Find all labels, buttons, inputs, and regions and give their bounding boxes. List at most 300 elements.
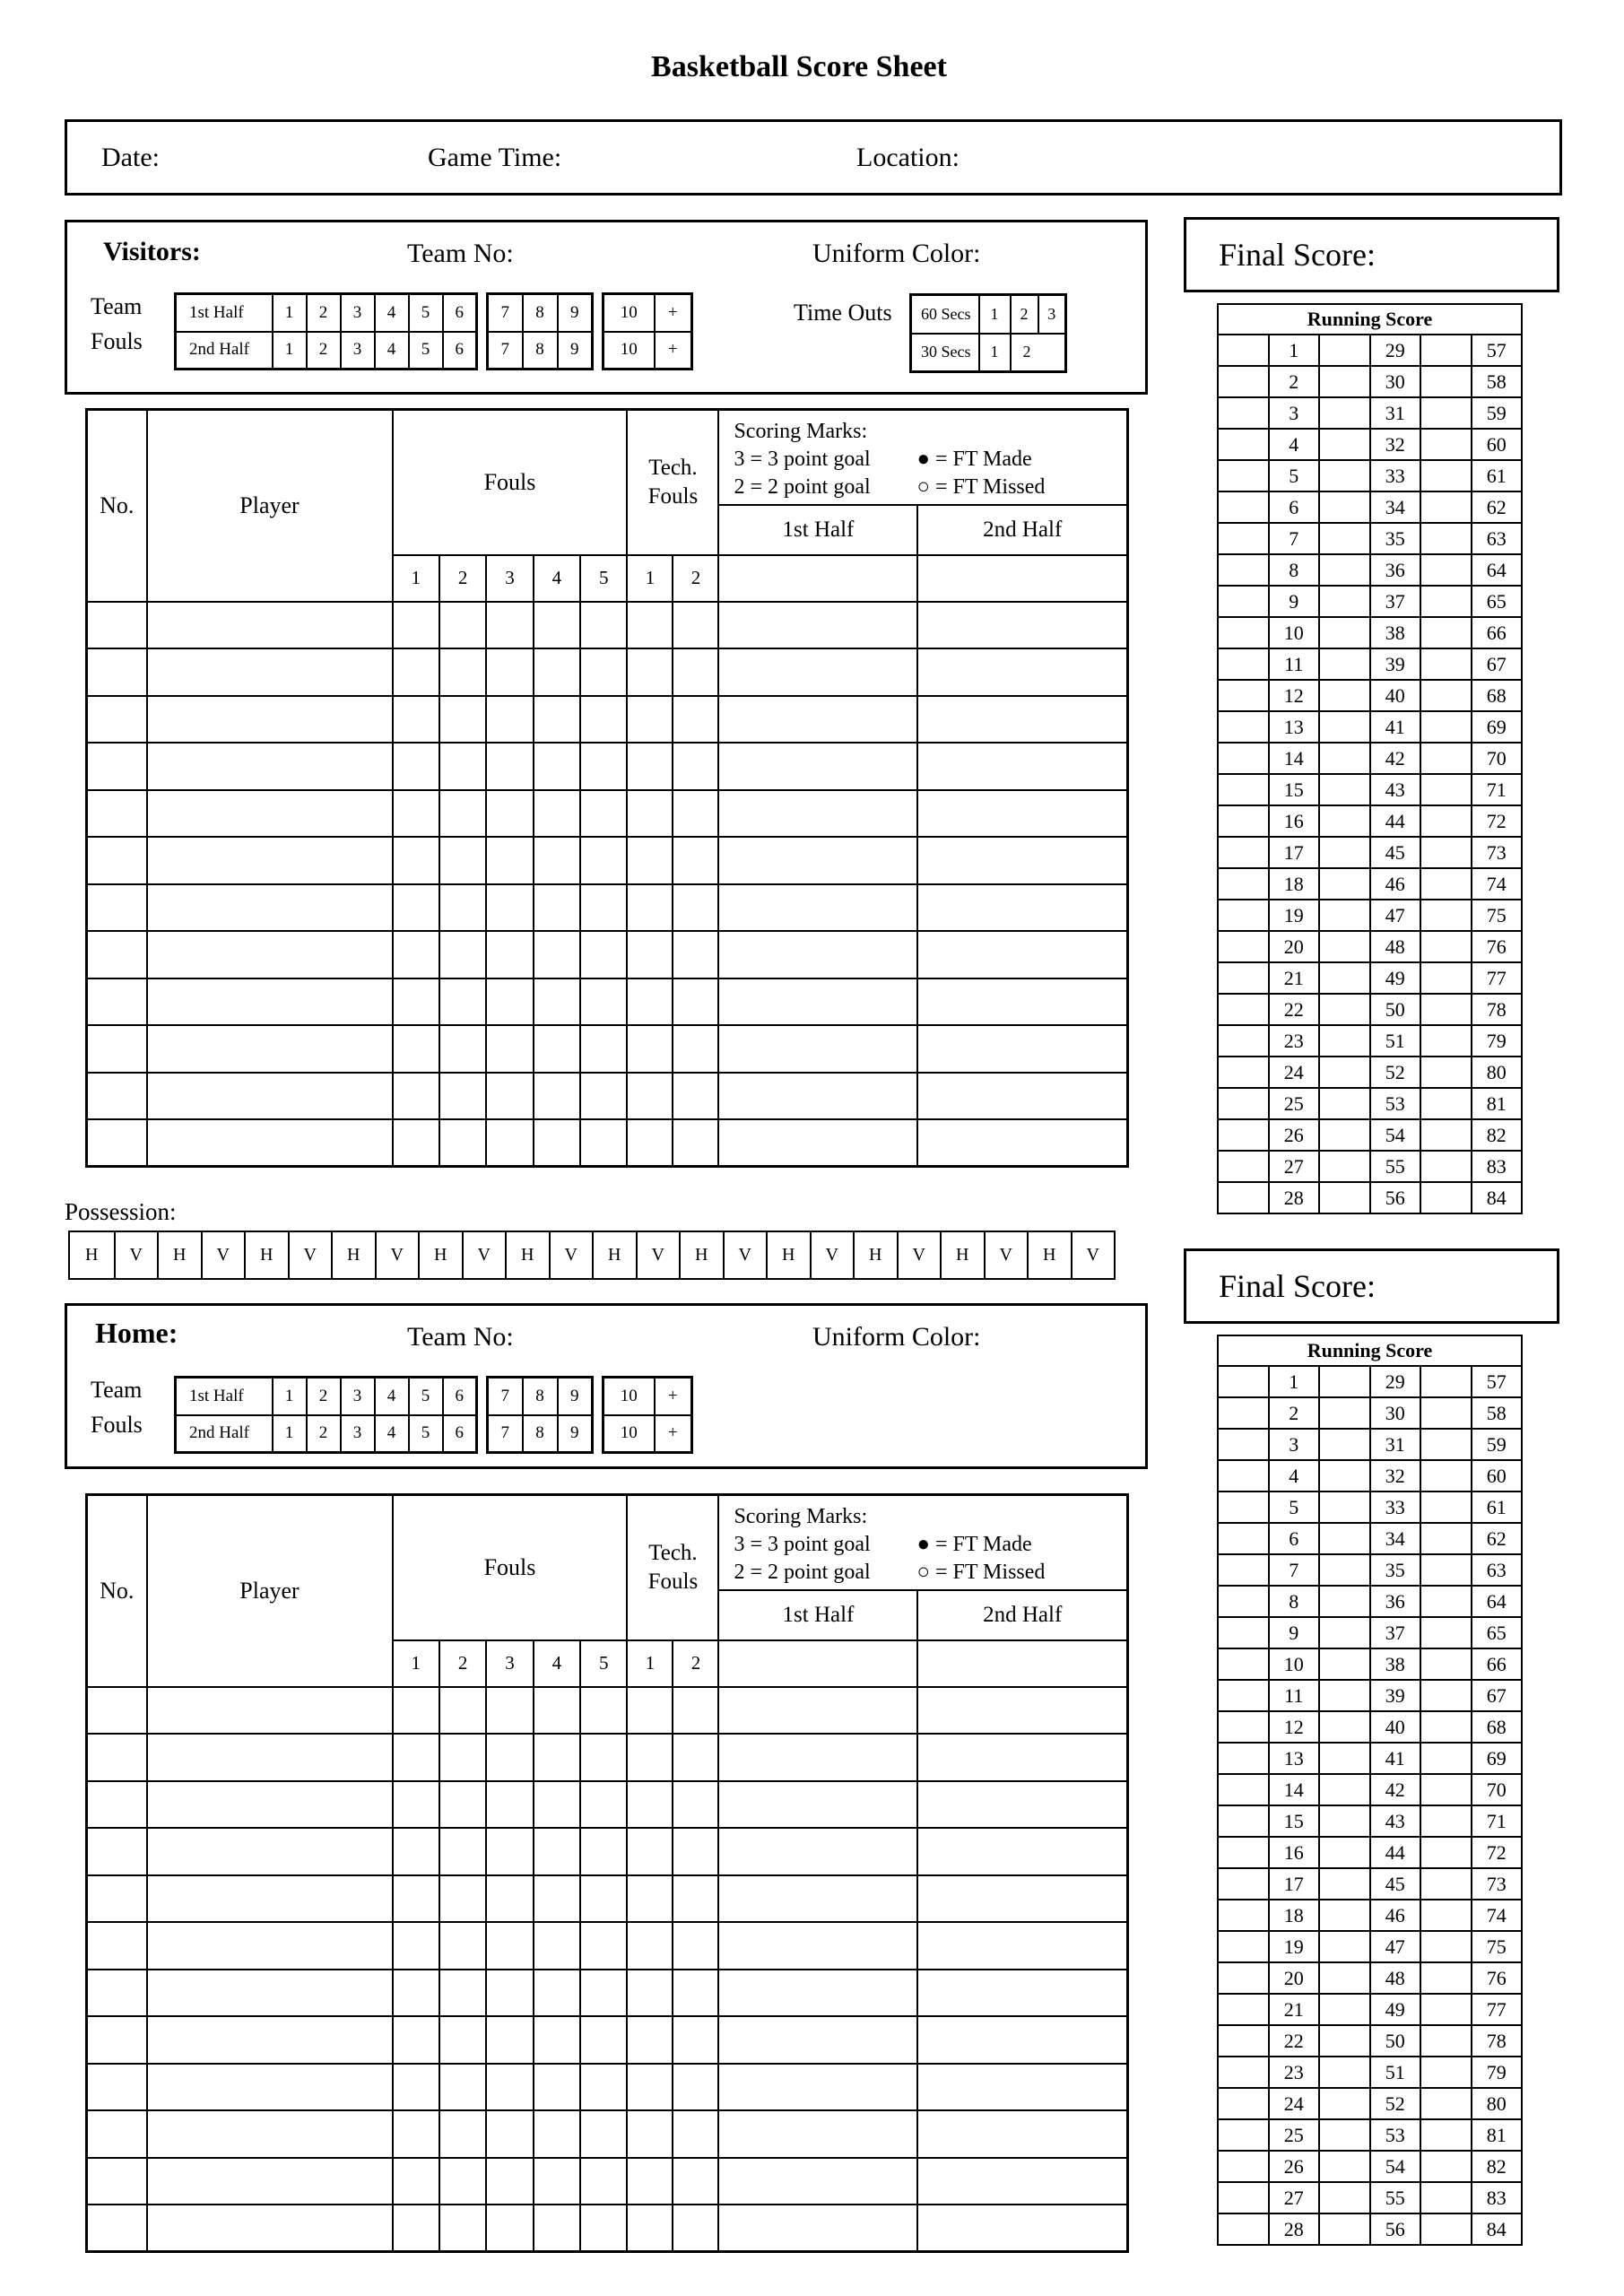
tech-fouls-header-line: Fouls xyxy=(647,1569,699,1594)
foul-cell xyxy=(580,602,627,649)
running-score-row xyxy=(1218,429,1522,460)
location-label: Location: xyxy=(856,142,960,172)
running-score-number-cell: 6 xyxy=(1269,1523,1320,1554)
foul-cell xyxy=(486,696,533,744)
player-name-cell xyxy=(147,1970,393,2017)
running-score-number-cell: 35 xyxy=(1370,523,1421,554)
running-score-mark-cell xyxy=(1218,962,1269,994)
player-no-cell xyxy=(87,978,147,1026)
foul-cell xyxy=(439,1781,486,1829)
foul-cell xyxy=(393,1025,439,1073)
running-score-mark-cell xyxy=(1420,1088,1472,1119)
running-score-mark-cell xyxy=(1420,1182,1472,1213)
running-score-mark-cell xyxy=(1319,1429,1370,1460)
running-score-mark-cell xyxy=(1319,2213,1370,2245)
tech-foul-cell xyxy=(627,696,673,744)
foul-cell xyxy=(486,931,533,978)
second-half-score-cell xyxy=(917,2064,1127,2111)
possession-cell: V xyxy=(114,1232,158,1278)
foul-cell xyxy=(486,2064,533,2111)
team-fouls-group xyxy=(174,292,478,370)
running-score-mark-cell xyxy=(1218,2151,1269,2182)
half-header: 2nd Half xyxy=(917,505,1127,555)
foul-cell xyxy=(580,931,627,978)
player-no-cell xyxy=(87,1025,147,1073)
team-foul-cell: 9 xyxy=(558,1378,593,1415)
running-score-mark-cell xyxy=(1420,1680,1472,1711)
team-fouls-row xyxy=(604,1378,692,1415)
running-score-number-cell: 56 xyxy=(1370,2213,1421,2245)
foul-cell xyxy=(393,2158,439,2205)
time-out-cell: 2 xyxy=(1011,295,1038,334)
running-score-row xyxy=(1218,1460,1522,1492)
running-score-mark-cell xyxy=(1420,1648,1472,1680)
foul-cell xyxy=(580,884,627,932)
first-half-score-cell xyxy=(718,743,917,790)
running-score-mark-cell xyxy=(1319,931,1370,962)
running-score-row xyxy=(1218,868,1522,900)
running-score-mark-cell xyxy=(1319,1151,1370,1182)
player-name-cell xyxy=(147,1025,393,1073)
half-blank-cell xyxy=(718,1640,917,1687)
possession-cell: H xyxy=(505,1232,549,1278)
tech-foul-cell xyxy=(627,2016,673,2064)
running-score-number-cell: 8 xyxy=(1269,554,1320,586)
tech-fouls-header-line: Tech. xyxy=(648,1540,698,1565)
running-score-row xyxy=(1218,1931,1522,1962)
running-score-number-cell: 31 xyxy=(1370,1429,1421,1460)
tech-foul-cell xyxy=(673,1734,718,1781)
player-row xyxy=(87,1828,1128,1875)
team-fouls-half-label: 1st Half xyxy=(176,1378,273,1415)
running-score-mark-cell xyxy=(1218,460,1269,491)
team-fouls-row xyxy=(604,1415,692,1453)
running-score-mark-cell xyxy=(1420,1429,1472,1460)
visitors-label: Visitors: xyxy=(103,237,201,266)
running-score-mark-cell xyxy=(1319,1774,1370,1805)
running-score-number-cell: 28 xyxy=(1269,2213,1320,2245)
player-row xyxy=(87,978,1128,1026)
running-score-number-cell: 34 xyxy=(1370,491,1421,523)
running-score-mark-cell xyxy=(1420,1151,1472,1182)
team-foul-cell: 7 xyxy=(488,332,523,370)
tech-foul-cell xyxy=(673,1025,718,1073)
player-no-cell xyxy=(87,931,147,978)
running-score-number-cell: 74 xyxy=(1472,868,1523,900)
player-row xyxy=(87,2064,1128,2111)
player-no-cell xyxy=(87,2016,147,2064)
team-foul-cell: 8 xyxy=(523,332,558,370)
running-score-number-cell: 82 xyxy=(1472,2151,1523,2182)
running-score-number-cell: 44 xyxy=(1370,805,1421,837)
running-score-mark-cell xyxy=(1420,1617,1472,1648)
foul-cell xyxy=(580,1073,627,1120)
running-score-number-cell: 15 xyxy=(1269,774,1320,805)
running-score-number-cell: 77 xyxy=(1472,962,1523,994)
running-score-mark-cell xyxy=(1319,1648,1370,1680)
team-fouls-label-line: Team xyxy=(91,1377,143,1403)
running-score-mark-cell xyxy=(1319,1900,1370,1931)
foul-cell xyxy=(486,1119,533,1167)
player-name-cell xyxy=(147,1734,393,1781)
foul-cell xyxy=(580,2205,627,2252)
running-score-row xyxy=(1218,1429,1522,1460)
player-name-cell xyxy=(147,743,393,790)
running-score-mark-cell xyxy=(1218,1962,1269,1994)
scoring-mark-2pt: 2 = 2 point goal xyxy=(734,475,871,499)
home-uniform-color-label: Uniform Color: xyxy=(812,1322,981,1352)
first-half-score-cell xyxy=(718,1119,917,1167)
date-label: Date: xyxy=(101,142,160,172)
possession-cell: V xyxy=(288,1232,332,1278)
running-score-number-cell: 12 xyxy=(1269,680,1320,711)
player-name-cell xyxy=(147,1687,393,1735)
running-score-number-cell: 33 xyxy=(1370,460,1421,491)
running-score-number-cell: 16 xyxy=(1269,1837,1320,1868)
second-half-score-cell xyxy=(917,2110,1127,2158)
foul-cell xyxy=(534,931,580,978)
tech-foul-cell xyxy=(627,884,673,932)
running-score-number-cell: 34 xyxy=(1370,1523,1421,1554)
running-score-number-cell: 57 xyxy=(1472,1366,1523,1397)
player-name-cell xyxy=(147,2016,393,2064)
running-score-number-cell: 14 xyxy=(1269,743,1320,774)
team-fouls-label-line: Team xyxy=(91,293,143,319)
running-score-number-cell: 51 xyxy=(1370,1025,1421,1057)
running-score-mark-cell xyxy=(1319,1057,1370,1088)
running-score-mark-cell xyxy=(1218,1711,1269,1743)
running-score-mark-cell xyxy=(1420,617,1472,648)
running-score-row xyxy=(1218,2088,1522,2119)
running-score-row xyxy=(1218,2057,1522,2088)
team-foul-cell: 10 xyxy=(604,1378,655,1415)
player-row xyxy=(87,1073,1128,1120)
foul-cell xyxy=(534,1781,580,1829)
second-half-score-cell xyxy=(917,931,1127,978)
scoring-marks-legend xyxy=(718,410,1127,505)
running-score-mark-cell xyxy=(1218,617,1269,648)
scoring-marks-line xyxy=(734,446,1126,474)
running-score-mark-cell xyxy=(1319,460,1370,491)
running-score-visitors xyxy=(1217,303,1523,1214)
running-score-number-cell: 68 xyxy=(1472,680,1523,711)
running-score-mark-cell xyxy=(1218,711,1269,743)
foul-cell xyxy=(580,978,627,1026)
running-score-number-cell: 76 xyxy=(1472,1962,1523,1994)
running-score-mark-cell xyxy=(1420,1805,1472,1837)
tech-foul-cell xyxy=(627,790,673,838)
foul-number-header: 5 xyxy=(580,1640,627,1687)
running-score-mark-cell xyxy=(1420,1931,1472,1962)
foul-cell xyxy=(439,1025,486,1073)
running-score-number-cell: 38 xyxy=(1370,1648,1421,1680)
foul-number-header: 2 xyxy=(439,1640,486,1687)
possession-cell: H xyxy=(766,1232,810,1278)
foul-cell xyxy=(580,1119,627,1167)
possession-cell: V xyxy=(810,1232,854,1278)
running-score-row xyxy=(1218,366,1522,397)
running-score-number-cell: 22 xyxy=(1269,994,1320,1025)
tech-foul-cell xyxy=(673,1875,718,1923)
running-score-number-cell: 55 xyxy=(1370,2182,1421,2213)
final-score-label: Final Score: xyxy=(1219,237,1376,273)
player-column-header: Player xyxy=(147,1495,393,1687)
second-half-score-cell xyxy=(917,837,1127,884)
running-score-number-cell: 49 xyxy=(1370,962,1421,994)
running-score-row xyxy=(1218,1680,1522,1711)
running-score-number-cell: 10 xyxy=(1269,617,1320,648)
scoring-mark-ft-made: ● = FT Made xyxy=(916,1533,1032,1556)
running-score-number-cell: 80 xyxy=(1472,1057,1523,1088)
foul-cell xyxy=(439,837,486,884)
running-score-number-cell: 58 xyxy=(1472,366,1523,397)
running-score-number-cell: 83 xyxy=(1472,1151,1523,1182)
running-score-number-cell: 15 xyxy=(1269,1805,1320,1837)
scoring-mark-ft-missed: ○ = FT Missed xyxy=(916,475,1046,499)
running-score-mark-cell xyxy=(1319,1743,1370,1774)
second-half-score-cell xyxy=(917,1970,1127,2017)
running-score-number-cell: 41 xyxy=(1370,1743,1421,1774)
foul-cell xyxy=(393,1073,439,1120)
foul-cell xyxy=(393,1734,439,1781)
player-row xyxy=(87,884,1128,932)
first-half-score-cell xyxy=(718,1781,917,1829)
running-score-number-cell: 4 xyxy=(1269,1460,1320,1492)
time-outs-grid xyxy=(909,293,1067,373)
half-header: 1st Half xyxy=(718,1590,917,1640)
running-score-row xyxy=(1218,2151,1522,2182)
foul-cell xyxy=(534,790,580,838)
running-score-mark-cell xyxy=(1420,397,1472,429)
running-score-number-cell: 25 xyxy=(1269,2119,1320,2151)
tech-foul-cell xyxy=(673,602,718,649)
tech-foul-cell xyxy=(627,978,673,1026)
player-row xyxy=(87,696,1128,744)
running-score-mark-cell xyxy=(1218,1397,1269,1429)
foul-cell xyxy=(580,1875,627,1923)
tech-foul-cell xyxy=(627,1119,673,1167)
foul-cell xyxy=(439,790,486,838)
player-name-cell xyxy=(147,837,393,884)
running-score-header-row xyxy=(1218,1335,1522,1366)
foul-number-header: 2 xyxy=(439,555,486,602)
running-score-mark-cell xyxy=(1319,2088,1370,2119)
foul-cell xyxy=(534,1119,580,1167)
second-half-score-cell xyxy=(917,602,1127,649)
foul-cell xyxy=(486,1828,533,1875)
player-row xyxy=(87,2016,1128,2064)
running-score-number-cell: 84 xyxy=(1472,2213,1523,2245)
running-score-number-cell: 39 xyxy=(1370,1680,1421,1711)
foul-cell xyxy=(486,1025,533,1073)
foul-cell xyxy=(439,1734,486,1781)
tech-foul-cell xyxy=(673,931,718,978)
foul-cell xyxy=(580,2016,627,2064)
player-no-cell xyxy=(87,884,147,932)
page-title: Basketball Score Sheet xyxy=(651,50,947,83)
team-foul-cell: 3 xyxy=(341,332,375,370)
running-score-number-cell: 64 xyxy=(1472,1586,1523,1617)
running-score-number-cell: 2 xyxy=(1269,1397,1320,1429)
running-score-number-cell: 48 xyxy=(1370,1962,1421,1994)
foul-cell xyxy=(486,837,533,884)
team-foul-cell: 4 xyxy=(375,1378,409,1415)
first-half-score-cell xyxy=(718,602,917,649)
running-score-number-cell: 27 xyxy=(1269,2182,1320,2213)
first-half-score-cell xyxy=(718,2158,917,2205)
running-score-mark-cell xyxy=(1420,1774,1472,1805)
tech-fouls-header-line: Tech. xyxy=(648,455,698,480)
running-score-number-cell: 13 xyxy=(1269,1743,1320,1774)
first-half-score-cell xyxy=(718,2064,917,2111)
tech-foul-cell xyxy=(627,2205,673,2252)
foul-cell xyxy=(439,1828,486,1875)
running-score-mark-cell xyxy=(1420,1837,1472,1868)
first-half-score-cell xyxy=(718,790,917,838)
running-score-mark-cell xyxy=(1218,397,1269,429)
foul-number-header: 1 xyxy=(393,555,439,602)
running-score-mark-cell xyxy=(1420,2057,1472,2088)
time-out-cell: 1 xyxy=(979,334,1011,372)
player-no-cell xyxy=(87,1828,147,1875)
running-score-mark-cell xyxy=(1319,2057,1370,2088)
running-score-number-cell: 18 xyxy=(1269,1900,1320,1931)
running-score-mark-cell xyxy=(1218,774,1269,805)
running-score-mark-cell xyxy=(1420,774,1472,805)
player-name-cell xyxy=(147,2064,393,2111)
running-score-mark-cell xyxy=(1218,1554,1269,1586)
player-no-cell xyxy=(87,2205,147,2252)
running-score-row xyxy=(1218,1774,1522,1805)
running-score-row xyxy=(1218,1523,1522,1554)
scoring-mark-3pt: 3 = 3 point goal xyxy=(734,1533,871,1556)
foul-cell xyxy=(439,1687,486,1735)
tech-foul-cell xyxy=(673,648,718,696)
foul-number-header: 3 xyxy=(486,1640,533,1687)
running-score-number-cell: 72 xyxy=(1472,1837,1523,1868)
player-no-cell xyxy=(87,648,147,696)
foul-cell xyxy=(439,2205,486,2252)
team-fouls-group xyxy=(486,1376,594,1454)
team-foul-cell: 4 xyxy=(375,294,409,332)
running-score-number-cell: 79 xyxy=(1472,2057,1523,2088)
fouls-header: Fouls xyxy=(393,1495,628,1640)
first-half-score-cell xyxy=(718,978,917,1026)
running-score-mark-cell xyxy=(1319,962,1370,994)
team-foul-cell: 10 xyxy=(604,294,655,332)
running-score-number-cell: 50 xyxy=(1370,2025,1421,2057)
player-no-cell xyxy=(87,1073,147,1120)
running-score-number-cell: 46 xyxy=(1370,1900,1421,1931)
team-fouls-half-label: 1st Half xyxy=(176,294,273,332)
fouls-header: Fouls xyxy=(393,410,628,555)
running-score-mark-cell xyxy=(1420,743,1472,774)
foul-cell xyxy=(439,978,486,1026)
foul-cell xyxy=(439,648,486,696)
second-half-score-cell xyxy=(917,1922,1127,1970)
running-score-number-cell: 61 xyxy=(1472,460,1523,491)
team-foul-cell: 9 xyxy=(558,294,593,332)
time-out-period-label: 60 Secs xyxy=(911,295,979,334)
player-name-cell xyxy=(147,2205,393,2252)
running-score-number-cell: 66 xyxy=(1472,1648,1523,1680)
tech-foul-cell xyxy=(627,1970,673,2017)
second-half-score-cell xyxy=(917,1687,1127,1735)
tech-foul-cell xyxy=(627,1875,673,1923)
running-score-row xyxy=(1218,2025,1522,2057)
foul-cell xyxy=(534,884,580,932)
running-score-row xyxy=(1218,743,1522,774)
running-score-mark-cell xyxy=(1218,1805,1269,1837)
running-score-mark-cell xyxy=(1420,711,1472,743)
running-score-number-cell: 23 xyxy=(1269,2057,1320,2088)
possession-cell: V xyxy=(984,1232,1028,1278)
running-score-mark-cell xyxy=(1218,2025,1269,2057)
running-score-number-cell: 28 xyxy=(1269,1182,1320,1213)
running-score-mark-cell xyxy=(1218,1429,1269,1460)
tech-foul-cell xyxy=(673,837,718,884)
running-score-mark-cell xyxy=(1420,2213,1472,2245)
running-score-mark-cell xyxy=(1319,335,1370,366)
team-fouls-row xyxy=(488,332,593,370)
possession-cell: V xyxy=(462,1232,506,1278)
foul-cell xyxy=(486,884,533,932)
team-fouls-row xyxy=(488,294,593,332)
running-score-table xyxy=(1217,303,1523,1214)
running-score-mark-cell xyxy=(1218,1586,1269,1617)
running-score-number-cell: 56 xyxy=(1370,1182,1421,1213)
tech-foul-cell xyxy=(627,837,673,884)
team-fouls-row xyxy=(176,1415,477,1453)
running-score-number-cell: 24 xyxy=(1269,1057,1320,1088)
running-score-number-cell: 59 xyxy=(1472,397,1523,429)
running-score-mark-cell xyxy=(1319,774,1370,805)
running-score-row xyxy=(1218,2119,1522,2151)
team-foul-cell: 10 xyxy=(604,1415,655,1453)
running-score-number-cell: 5 xyxy=(1269,460,1320,491)
running-score-mark-cell xyxy=(1218,1523,1269,1554)
running-score-number-cell: 62 xyxy=(1472,1523,1523,1554)
running-score-mark-cell xyxy=(1420,1994,1472,2025)
foul-cell xyxy=(439,696,486,744)
running-score-mark-cell xyxy=(1218,1057,1269,1088)
foul-cell xyxy=(580,1828,627,1875)
tech-foul-cell xyxy=(673,696,718,744)
running-score-row xyxy=(1218,1617,1522,1648)
team-foul-cell: 6 xyxy=(443,1415,477,1453)
running-score-mark-cell xyxy=(1319,2119,1370,2151)
foul-cell xyxy=(393,743,439,790)
running-score-number-cell: 82 xyxy=(1472,1119,1523,1151)
final-score-box-home xyxy=(1184,1248,1559,1324)
running-score-mark-cell xyxy=(1420,1900,1472,1931)
running-score-number-cell: 4 xyxy=(1269,429,1320,460)
foul-cell xyxy=(393,1970,439,2017)
running-score-number-cell: 70 xyxy=(1472,1774,1523,1805)
team-foul-cell: 2 xyxy=(307,1415,341,1453)
tech-foul-cell xyxy=(673,884,718,932)
running-score-mark-cell xyxy=(1420,680,1472,711)
running-score-number-cell: 69 xyxy=(1472,711,1523,743)
running-score-mark-cell xyxy=(1319,1837,1370,1868)
team-foul-cell: 6 xyxy=(443,1378,477,1415)
running-score-mark-cell xyxy=(1319,617,1370,648)
running-score-number-cell: 20 xyxy=(1269,1962,1320,1994)
no-column-header: No. xyxy=(87,1495,147,1687)
running-score-mark-cell xyxy=(1319,994,1370,1025)
first-half-score-cell xyxy=(718,1970,917,2017)
second-half-score-cell xyxy=(917,2205,1127,2252)
